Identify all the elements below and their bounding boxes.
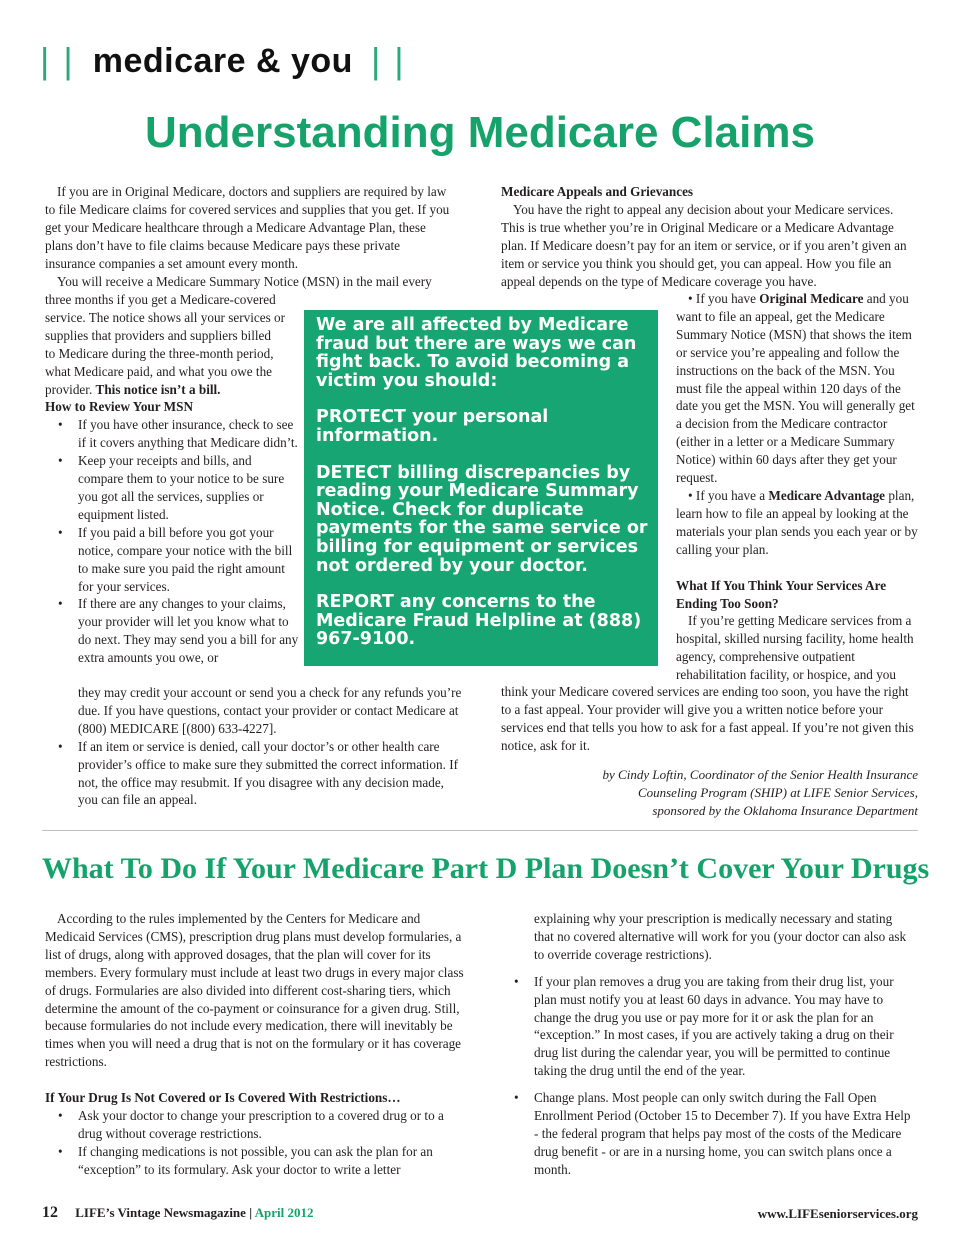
article1-col1-bottom xyxy=(45,684,465,809)
article2-col2 xyxy=(501,910,911,1179)
list-item: • Ask your doctor to change your prescription to a covered drug or to a drug without coverage restrictions. xyxy=(58,1108,444,1141)
list-item: • If there are any changes to your claims, your provider will let you know what to do next. They may send you a bill for any extra amounts you owe, or xyxy=(58,596,299,666)
article1-paragraph-2a: You will receive a Medicare Summary Notice (MSN) in the mail every xyxy=(57,273,432,289)
article1-paragraph-1: If you are in Original Medicare, doctors and suppliers are required by law to file Medicare claims for covered services and supplies that you get. If you get your Medicare healthcare through a Medicare Advantage Plan, these plans don’t have to file claims because Medicare pays these private insurance companies a set amount every month. xyxy=(45,184,450,271)
article1-line: to Medicare during the three-month period, xyxy=(45,345,274,361)
bullet-icon: • xyxy=(58,1108,63,1124)
list-item: • If changing medications is not possible, you can ask the plan for an “exception” to its formulary. Ask your doctor to write a letter xyxy=(58,1143,433,1177)
callout-protect: PROTECT your personal information. xyxy=(316,407,549,446)
appeals-paragraph: You have the right to appeal any decision about your Medicare services. This is true whether you’re in Original Medicare or a Medicare Advantage plan. If Medicare doesn’t pay for an item or service, or if you aren’t given an item or service you think you should get, you can appeal. How you file an appeal depends on the type of Medicare coverage you have. xyxy=(501,201,907,289)
section-divider xyxy=(42,830,918,831)
notice-not-bill: This notice isn’t a bill. xyxy=(95,381,221,397)
article2-title: What To Do If Your Medicare Part D Plan Doesn’t Cover Your Drugs xyxy=(42,852,930,885)
list-item: • If an item or service is denied, call your doctor’s or other health care provider’s office to make sure they submitted the correct information. If not, the office may resubmit. If you disagree with any decision made, you can file an appeal. xyxy=(58,738,458,808)
article2-paragraph-1: According to the rules implemented by the Centers for Medicare and Medicaid Services (CMS), prescription drug plans must develop formularies, a list of drugs, along with approved dosages, that the plan will cover for its members. Every formulary must include at least two drugs in every major class of drugs. Formularies are also divided into different cost-sharing tiers, which determine the amount of the co-payment or coinsurance for a given drug. Still, because formularies do not include every medication, there will inevitably be times when you will need a drug that is not on the formulary or it has coverage restrictions. xyxy=(45,911,464,1070)
website-link[interactable]: www.LIFEseniorservices.org xyxy=(757,1206,918,1221)
article1-col1-top xyxy=(45,183,450,290)
list-item: • If you have other insurance, check to see if it covers anything that Medicare didn’t. xyxy=(58,417,298,451)
bullet-icon: • xyxy=(58,1143,63,1159)
article1-col2-top xyxy=(501,183,918,290)
article1-line: provider. xyxy=(45,381,93,397)
bullet-icon: • xyxy=(514,1090,519,1106)
bullet-icon: • xyxy=(58,417,63,433)
ending-paragraph-a: If you’re getting Medicare services from a hospital, skilled nursing facility, home health agency, comprehensive outpatient rehabilitation facility, or hospice, and you xyxy=(676,613,914,683)
subheading-ending-too-soon: What If You Think Your Services Are Ending Too Soon? xyxy=(676,577,887,611)
fraud-callout-box xyxy=(304,310,658,666)
callout-intro: We are all affected by Medicare fraud but there are ways we can fight back. To avoid becoming a victim you should: xyxy=(316,315,637,391)
section-name: medicare & you xyxy=(92,41,353,80)
header-bars-right: | | xyxy=(370,40,406,81)
callout-report: REPORT any concerns to the Medicare Fraud Helpline at (888) 967-9100. xyxy=(316,592,642,650)
list-item-continued: they may credit your account or send you a check for any refunds you’re due. If you have questions, contact your provider or contact Medicare at (800) MEDICARE [(800) 633-4227]. xyxy=(78,685,462,736)
appeals-original-medicare: • If you have Original Medicare and you want to file an appeal, get the Medicare Summary Notice (MSN) that shows the item or service you’re appealing and follow the instructions on the back of the MSN. You must file the appeal within 120 days of the date you get the MSN. You will generally get a decision from the Medicare contractor (either in a letter or a Medicare Summary Notice) within 60 days after they get your request. xyxy=(676,291,915,486)
list-item: • If you paid a bill before you got your notice, compare your notice with the bill to make sure you paid the right amount for your services. xyxy=(58,524,293,594)
header-bars-left: | | xyxy=(40,40,75,81)
article1-col1-narrow xyxy=(45,291,300,667)
article1-line: what Medicare paid, and what you owe the xyxy=(45,363,273,379)
list-item: • Change plans. Most people can only switch during the Fall Open Enrollment Period (October 15 to December 7). If you have Extra Help - the federal program that helps pay most of the costs of the Medicare drug benefit - or are in a nursing home, you can switch plans once a month. xyxy=(514,1090,911,1177)
page-footer xyxy=(42,1204,918,1222)
ending-paragraph-b: think your Medicare covered services are ending too soon, you have the right to a fast appeal. Your provider will give you a written notice before your services end that tells you how to ask for a fast appeal. If you’re not given this notice, ask for it. xyxy=(501,684,914,753)
page-number: 12 xyxy=(42,1204,58,1221)
bullet-icon: • xyxy=(58,596,63,612)
appeals-medicare-advantage: • If you have a Medicare Advantage plan, learn how to file an appeal by looking at the materials your plan sends you each year or by calling your plan. xyxy=(676,487,918,557)
article1-line: three months if you get a Medicare-covered xyxy=(45,292,276,307)
bullet-icon: • xyxy=(58,738,63,754)
article1-col2-bottom xyxy=(501,683,918,755)
footer-separator: | xyxy=(245,1205,255,1220)
magazine-name: LIFE’s Vintage Newsmagazine xyxy=(75,1205,246,1220)
subheading-not-covered: If Your Drug Is Not Covered or Is Covered With Restrictions… xyxy=(45,1090,401,1106)
list-item: • If your plan removes a drug you are taking from their drug list, your plan must notify you at least 60 days in advance. You may have to change the drug you use or pay more for it or ask the plan for an “exception.” In most cases, if you are actively taking a drug on their drug list during the calendar year, you will be permitted to continue taking the drug until the end of the year. xyxy=(514,973,894,1079)
bullet-icon: • xyxy=(58,453,63,469)
article1-line: supplies that providers and suppliers billed xyxy=(45,327,271,343)
article-title: Understanding Medicare Claims xyxy=(145,108,815,157)
article1-col2-narrow xyxy=(676,290,920,684)
subheading-review-msn: How to Review Your MSN xyxy=(45,399,193,415)
callout-detect: DETECT billing discrepancies by reading your Medicare Summary Notice. Check for duplicate payments for the same service or billing for equipment or services not ordered by your doctor. xyxy=(316,462,648,576)
list-item-continued: explaining why your prescription is medically necessary and stating that no covered alternative will work for you (your doctor can also ask to override coverage restrictions). xyxy=(534,911,907,962)
author-byline: by Cindy Loftin, Coordinator of the Senior Health Insurance Counseling Program (SHIP) at LIFE Senior Services, sponsored by the Oklahoma Insurance Department xyxy=(602,767,918,818)
section-header xyxy=(40,36,406,86)
list-item: • Keep your receipts and bills, and compare them to your notice to be sure you got all the services, supplies or equipment listed. xyxy=(58,453,285,522)
article1-line: service. The notice shows all your services or xyxy=(45,309,285,325)
subheading-appeals: Medicare Appeals and Grievances xyxy=(501,184,694,199)
bullet-icon: • xyxy=(58,524,63,540)
issue-date: April 2012 xyxy=(254,1205,314,1220)
article2-col1 xyxy=(45,910,465,1179)
bullet-icon: • xyxy=(514,973,519,989)
review-msn-list xyxy=(45,416,300,667)
